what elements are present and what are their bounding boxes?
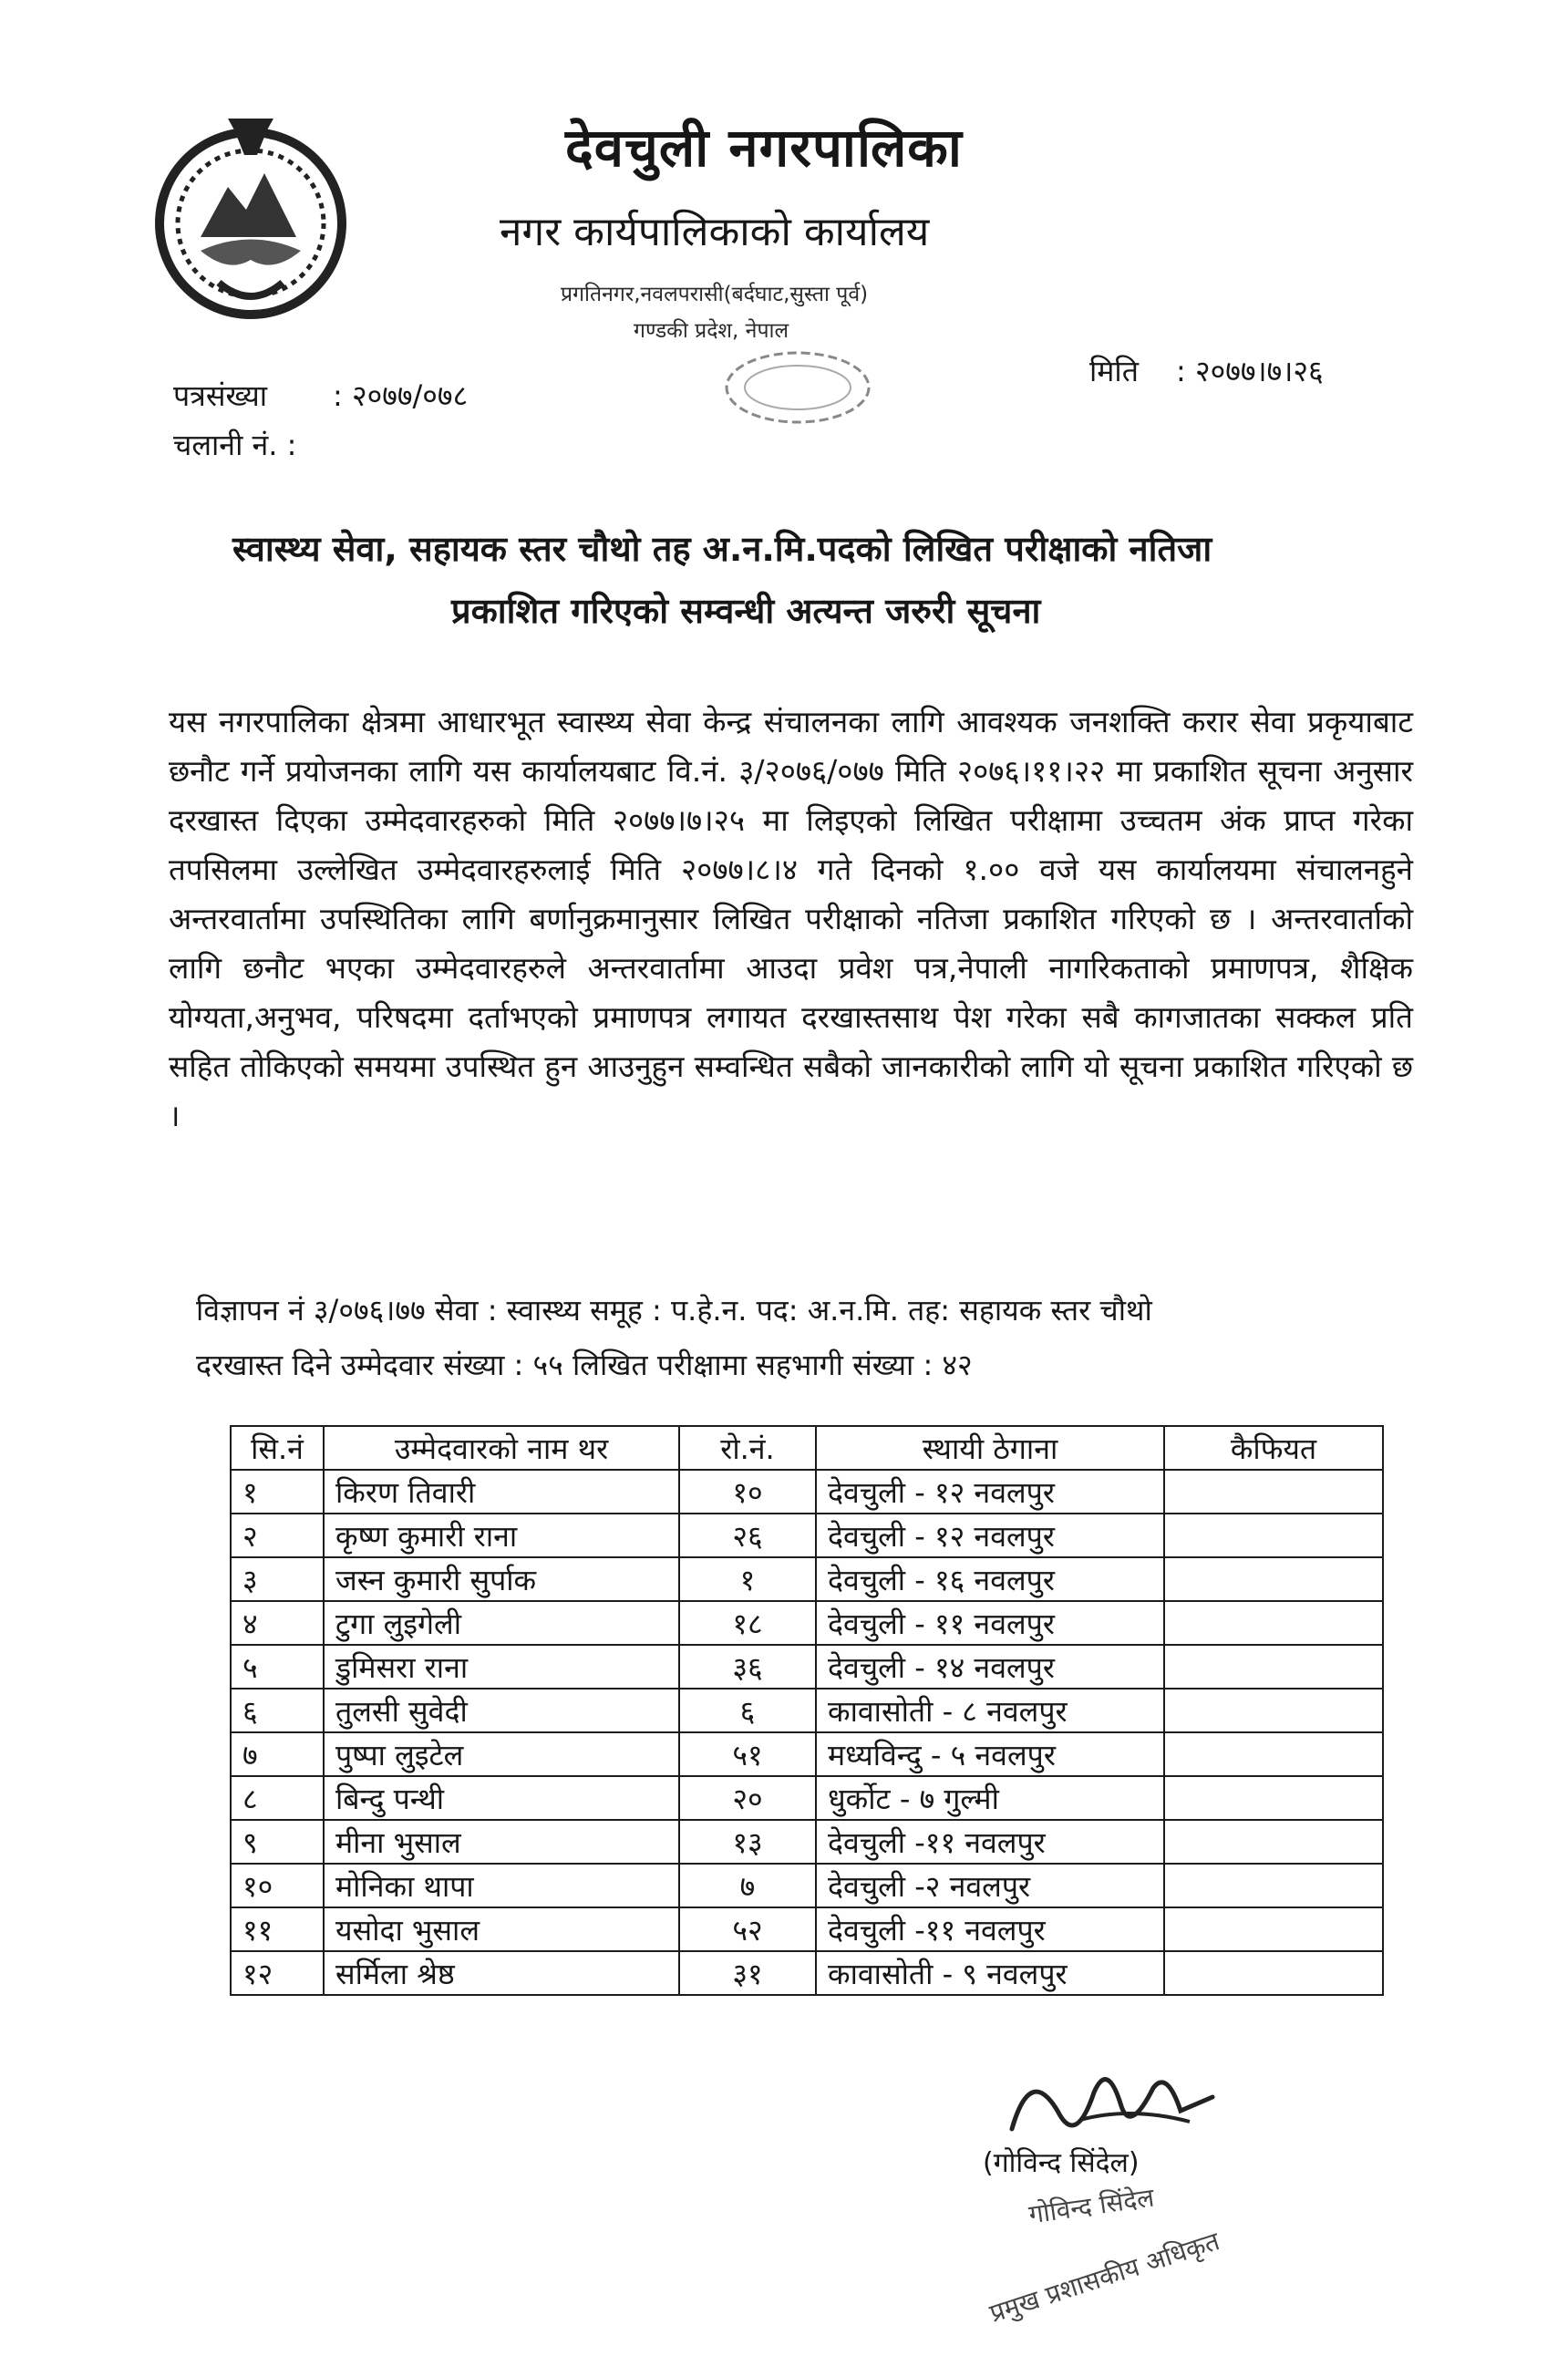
cell-serial: ४ bbox=[231, 1601, 324, 1645]
table-row bbox=[231, 1907, 1383, 1951]
cell-name: यसोदा भुसाल bbox=[324, 1907, 679, 1951]
header-roll: रो.नं. bbox=[679, 1426, 816, 1470]
cell-name: किरण तिवारी bbox=[324, 1470, 679, 1514]
notice-body: यस नगरपालिका क्षेत्रमा आधारभूत स्वास्थ्य सेवा केन्द्र संचालनका लागि आवश्यक जनशक्ति करार सेवा प्रकृयाबाट छनौट गर्ने प्रयोजनका लागि यस कार्यालयबाट वि.नं. ३/२०७६/०७७ मिति २०७६।११।२२ मा प्रकाशित सूचना अनुसार दरखास्त दिएका उम्मेदवारहरुको मिति २०७७।७।२५ मा लिइएको लिखित परीक्षामा उच्चतम अंक प्राप्त गरेका तपसिलमा उल्लेखित उम्मेदवारहरुलाई मिति २०७७।८।४ गते दिनको १.०० वजे यस कार्यालयमा संचालनहुने अन्तरवार्तामा उपस्थितिका लागि बर्णानुक्रमानुसार लिखित परीक्षाको नतिजा प्रकाशित गरिएको छ । अन्तरवार्ताको लागि छनौट भएका उम्मेदवारहरुले अन्तरवार्तामा आउदा प्रवेश पत्र,नेपाली नागरिकताको प्रमाणपत्र, शैक्षिक योग्यता,अनुभव, परिषदमा दर्ताभएको प्रमाणपत्र लगायत दरखास्तसाथ पेश गरेका सबै कागजातका सक्कल प्रति सहित तोकिएको समयमा उपस्थित हुन आउनुहुन सम्वन्धित सबैको जानकारीको लागि यो सूचना प्रकाशित गरिएको छ । bbox=[169, 704, 1413, 1133]
cell-name: जस्न कुमारी सुर्पाक bbox=[324, 1557, 679, 1601]
cell-address: मध्यविन्दु - ५ नवलपुर bbox=[816, 1732, 1164, 1776]
table-row bbox=[231, 1820, 1383, 1864]
advert-details: विज्ञापन नं ३/०७६।७७ सेवा : स्वास्थ्य समूह : प.हे.न. पद: अ.न.मि. तह: सहायक स्तर चौथो bbox=[196, 1293, 1152, 1328]
cell-roll: ७ bbox=[679, 1864, 816, 1907]
cell-address: देवचुली - १२ नवलपुर bbox=[816, 1514, 1164, 1557]
cell-roll: ३६ bbox=[679, 1645, 816, 1689]
table-row bbox=[231, 1645, 1383, 1689]
cell-remarks bbox=[1164, 1689, 1383, 1732]
cell-remarks bbox=[1164, 1776, 1383, 1820]
office-province: गण्डकी प्रदेश, नेपाल bbox=[634, 319, 789, 343]
header-address: स्थायी ठेगाना bbox=[816, 1426, 1164, 1470]
cell-serial: १ bbox=[231, 1470, 324, 1514]
cell-address: देवचुली -२ नवलपुर bbox=[816, 1864, 1164, 1907]
cell-roll: २० bbox=[679, 1776, 816, 1820]
cell-name: पुष्पा लुइटेल bbox=[324, 1732, 679, 1776]
date-label: मिति bbox=[1089, 354, 1139, 388]
cell-remarks bbox=[1164, 1645, 1383, 1689]
cell-remarks bbox=[1164, 1470, 1383, 1514]
cell-roll: १३ bbox=[679, 1820, 816, 1864]
cell-address: देवचुली - १२ नवलपुर bbox=[816, 1470, 1164, 1514]
cell-remarks bbox=[1164, 1601, 1383, 1645]
municipality-title: देवचुली नगरपालिका bbox=[565, 117, 963, 179]
cell-serial: ८ bbox=[231, 1776, 324, 1820]
cell-name: बिन्दु पन्थी bbox=[324, 1776, 679, 1820]
date-value: : २०७७।७।२६ bbox=[1176, 354, 1324, 388]
cell-serial: ११ bbox=[231, 1907, 324, 1951]
cell-serial: ३ bbox=[231, 1557, 324, 1601]
ref-number-label: पत्रसंख्या bbox=[173, 378, 268, 413]
cell-address: देवचुली -११ नवलपुर bbox=[816, 1820, 1164, 1864]
cell-name: टुगा लुइगेली bbox=[324, 1601, 679, 1645]
results-table bbox=[230, 1425, 1384, 1996]
notice-heading-line1: स्वास्थ्य सेवा, सहायक स्तर चौथो तह अ.न.मि.पदको लिखित परीक्षाको नतिजा bbox=[232, 529, 1212, 569]
notice-heading-line2: प्रकाशित गरिएको सम्वन्धी अत्यन्त जरुरी सूचना bbox=[451, 591, 1041, 631]
office-subtitle: नगर कार्यपालिकाको कार्यालय bbox=[500, 209, 930, 255]
cell-remarks bbox=[1164, 1820, 1383, 1864]
cell-address: देवचुली - १६ नवलपुर bbox=[816, 1557, 1164, 1601]
cell-name: मोनिका थापा bbox=[324, 1864, 679, 1907]
signatory-stamp-name: गोविन्द सिंदेल bbox=[1026, 2182, 1156, 2230]
cell-address: देवचुली -११ नवलपुर bbox=[816, 1907, 1164, 1951]
ref-number-value: : २०७७/०७८ bbox=[333, 378, 469, 413]
cell-serial: १२ bbox=[231, 1951, 324, 1995]
signatory-stamp-title: प्रमुख प्रशासकीय अधिकृत bbox=[985, 2226, 1223, 2329]
office-address: प्रगतिनगर,नवलपरासी(बर्दघाट,सुस्ता पूर्व) bbox=[561, 283, 869, 306]
cell-name: डुमिसरा राना bbox=[324, 1645, 679, 1689]
cell-name: सर्मिला श्रेष्ठ bbox=[324, 1951, 679, 1995]
cell-remarks bbox=[1164, 1864, 1383, 1907]
cell-roll: १८ bbox=[679, 1601, 816, 1645]
office-stamp-icon bbox=[720, 346, 875, 429]
cell-address: धुर्कोट - ७ गुल्मी bbox=[816, 1776, 1164, 1820]
dispatch-number: चलानी नं. : bbox=[173, 428, 297, 462]
cell-serial: ७ bbox=[231, 1732, 324, 1776]
cell-name: मीना भुसाल bbox=[324, 1820, 679, 1864]
cell-address: कावासोती - ९ नवलपुर bbox=[816, 1951, 1164, 1995]
cell-remarks bbox=[1164, 1907, 1383, 1951]
table-row bbox=[231, 1951, 1383, 1995]
table-row bbox=[231, 1557, 1383, 1601]
cell-roll: ६ bbox=[679, 1689, 816, 1732]
nepal-emblem-icon bbox=[137, 100, 365, 328]
table-header-row bbox=[231, 1426, 1383, 1470]
table-row bbox=[231, 1601, 1383, 1645]
cell-name: कृष्ण कुमारी राना bbox=[324, 1514, 679, 1557]
table-row bbox=[231, 1776, 1383, 1820]
cell-roll: ३१ bbox=[679, 1951, 816, 1995]
cell-name: तुलसी सुवेदी bbox=[324, 1689, 679, 1732]
cell-address: देवचुली - १४ नवलपुर bbox=[816, 1645, 1164, 1689]
table-row bbox=[231, 1864, 1383, 1907]
cell-serial: २ bbox=[231, 1514, 324, 1557]
table-row bbox=[231, 1689, 1383, 1732]
header-remarks: कैफियत bbox=[1164, 1426, 1383, 1470]
cell-serial: ६ bbox=[231, 1689, 324, 1732]
cell-roll: १० bbox=[679, 1470, 816, 1514]
cell-roll: ५१ bbox=[679, 1732, 816, 1776]
table-row bbox=[231, 1514, 1383, 1557]
cell-serial: ९ bbox=[231, 1820, 324, 1864]
cell-serial: ५ bbox=[231, 1645, 324, 1689]
cell-roll: २६ bbox=[679, 1514, 816, 1557]
cell-roll: ५२ bbox=[679, 1907, 816, 1951]
cell-address: कावासोती - ८ नवलपुर bbox=[816, 1689, 1164, 1732]
cell-remarks bbox=[1164, 1951, 1383, 1995]
cell-roll: १ bbox=[679, 1557, 816, 1601]
cell-address: देवचुली - ११ नवलपुर bbox=[816, 1601, 1164, 1645]
header-serial: सि.नं bbox=[231, 1426, 324, 1470]
header-name: उम्मेदवारको नाम थर bbox=[324, 1426, 679, 1470]
applicant-counts: दरखास्त दिने उम्मेदवार संख्या : ५५ लिखित परीक्षामा सहभागी संख्या : ४२ bbox=[196, 1348, 973, 1382]
table-row bbox=[231, 1732, 1383, 1776]
cell-remarks bbox=[1164, 1557, 1383, 1601]
cell-serial: १० bbox=[231, 1864, 324, 1907]
table-row bbox=[231, 1470, 1383, 1514]
cell-remarks bbox=[1164, 1514, 1383, 1557]
cell-remarks bbox=[1164, 1732, 1383, 1776]
signatory-name: (गोविन्द सिंदेल) bbox=[983, 2147, 1140, 2179]
